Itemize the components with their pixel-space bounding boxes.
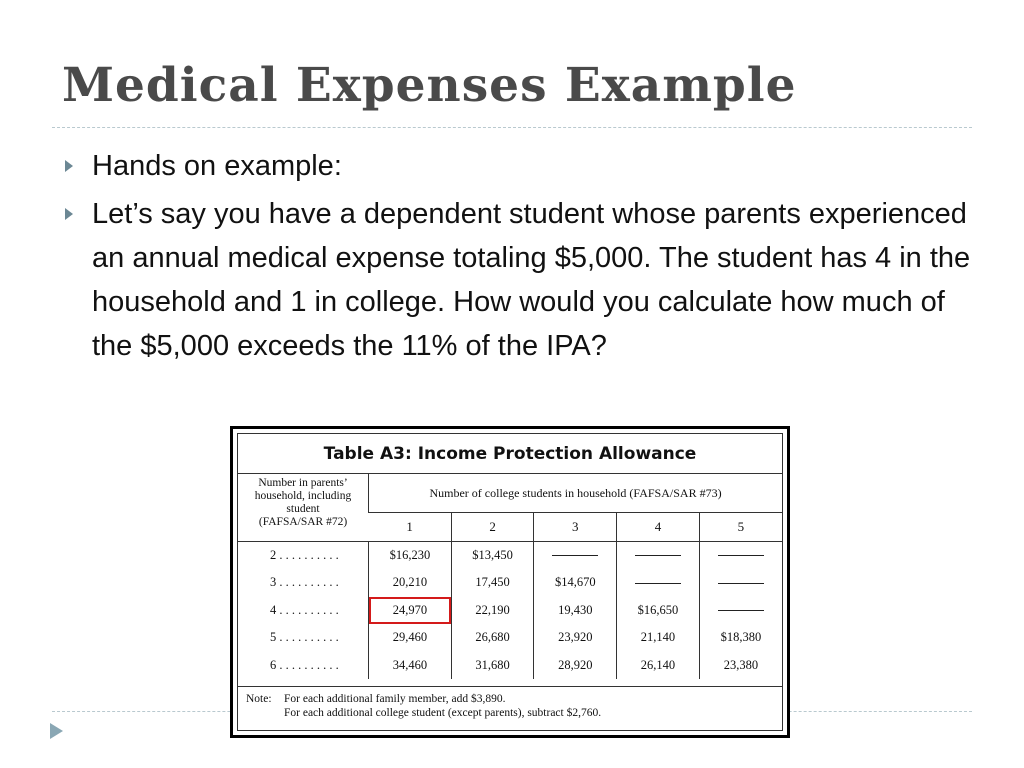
- table-cell: 26,140: [617, 652, 700, 680]
- table-cell: 23,920: [534, 624, 617, 652]
- note-label: Note:: [246, 693, 272, 705]
- row-label: 2 . . . . . . . . . .: [270, 547, 339, 562]
- table-cell: 22,190: [451, 597, 534, 625]
- empty-cell: [617, 541, 700, 569]
- column-number: 1: [369, 513, 452, 542]
- table-cell: 21,140: [617, 624, 700, 652]
- table-cell: 19,430: [534, 597, 617, 625]
- table-cell: 23,380: [699, 652, 782, 680]
- row-label: 4 . . . . . . . . . .: [270, 602, 339, 617]
- note-line: For each additional college student (except parents), subtract $2,760.: [284, 707, 602, 719]
- table-cell: $18,380: [699, 624, 782, 652]
- column-number: 2: [451, 513, 534, 542]
- table-cell: 34,460: [369, 652, 452, 680]
- column-number: 4: [617, 513, 700, 542]
- bullet-item: [62, 192, 982, 368]
- highlighted-cell: 24,970: [369, 597, 452, 625]
- table-row: [238, 597, 782, 625]
- table-row: [238, 624, 782, 652]
- ipa-table-image: [230, 426, 790, 738]
- bullet-text: Hands on example:: [92, 150, 342, 182]
- row-label: 5 . . . . . . . . . .: [270, 630, 339, 645]
- next-slide-arrow-icon: [50, 723, 63, 739]
- row-label: 3 . . . . . . . . . .: [270, 575, 339, 590]
- empty-cell: [617, 569, 700, 597]
- empty-cell: [699, 597, 782, 625]
- empty-cell: [534, 541, 617, 569]
- bullet-item: [62, 144, 982, 188]
- table-cell: $16,230: [369, 541, 452, 569]
- dash-mark: [718, 610, 764, 611]
- column-header: Number of college students in household (FAFSA/SAR #73): [369, 474, 782, 513]
- empty-cell: [699, 541, 782, 569]
- table-cell: 28,920: [534, 652, 617, 680]
- table-cell: $13,450: [451, 541, 534, 569]
- row-label: 6 . . . . . . . . . .: [270, 657, 339, 672]
- table-row: [238, 569, 782, 597]
- bullet-arrow-icon: [65, 160, 73, 172]
- table-cell: 31,680: [451, 652, 534, 680]
- table-cell: 29,460: [369, 624, 452, 652]
- row-header-line: Number in parents’: [258, 477, 348, 489]
- table-row: [238, 652, 782, 680]
- dash-mark: [635, 583, 681, 584]
- row-header-line: (FAFSA/SAR #72): [258, 516, 348, 528]
- note-line: [246, 692, 782, 706]
- bullet-list: [62, 144, 982, 368]
- row-header-line: student: [286, 503, 320, 515]
- ipa-grid: [238, 474, 782, 679]
- row-header: [238, 474, 369, 541]
- table-title: Table A3: Income Protection Allowance: [238, 434, 782, 474]
- row-header-line: household, including: [254, 490, 352, 502]
- dash-mark: [552, 555, 598, 556]
- table-cell: $16,650: [617, 597, 700, 625]
- table-row: [238, 541, 782, 569]
- ipa-table: [237, 433, 783, 731]
- table-notes: [238, 686, 782, 730]
- dash-mark: [718, 555, 764, 556]
- dash-mark: [718, 583, 764, 584]
- column-number: 3: [534, 513, 617, 542]
- empty-cell: [699, 569, 782, 597]
- slide-title: Medical Expenses Example: [62, 58, 797, 113]
- column-number: 5: [699, 513, 782, 542]
- title-divider: [52, 127, 972, 128]
- table-cell: 17,450: [451, 569, 534, 597]
- table-cell: 26,680: [451, 624, 534, 652]
- bullet-arrow-icon: [65, 208, 73, 220]
- table-cell: 20,210: [369, 569, 452, 597]
- table-body: [238, 541, 782, 679]
- note-text: For each additional family member, add $3,890.: [284, 693, 506, 705]
- bullet-text: Let’s say you have a dependent student whose parents experienced an annual medical expense totaling $5,000. The student has 4 in the household and 1 in college. How would you calculate how much of the $5,000 exceeds the 11% of the IPA?: [92, 198, 971, 362]
- dash-mark: [635, 555, 681, 556]
- table-cell: $14,670: [534, 569, 617, 597]
